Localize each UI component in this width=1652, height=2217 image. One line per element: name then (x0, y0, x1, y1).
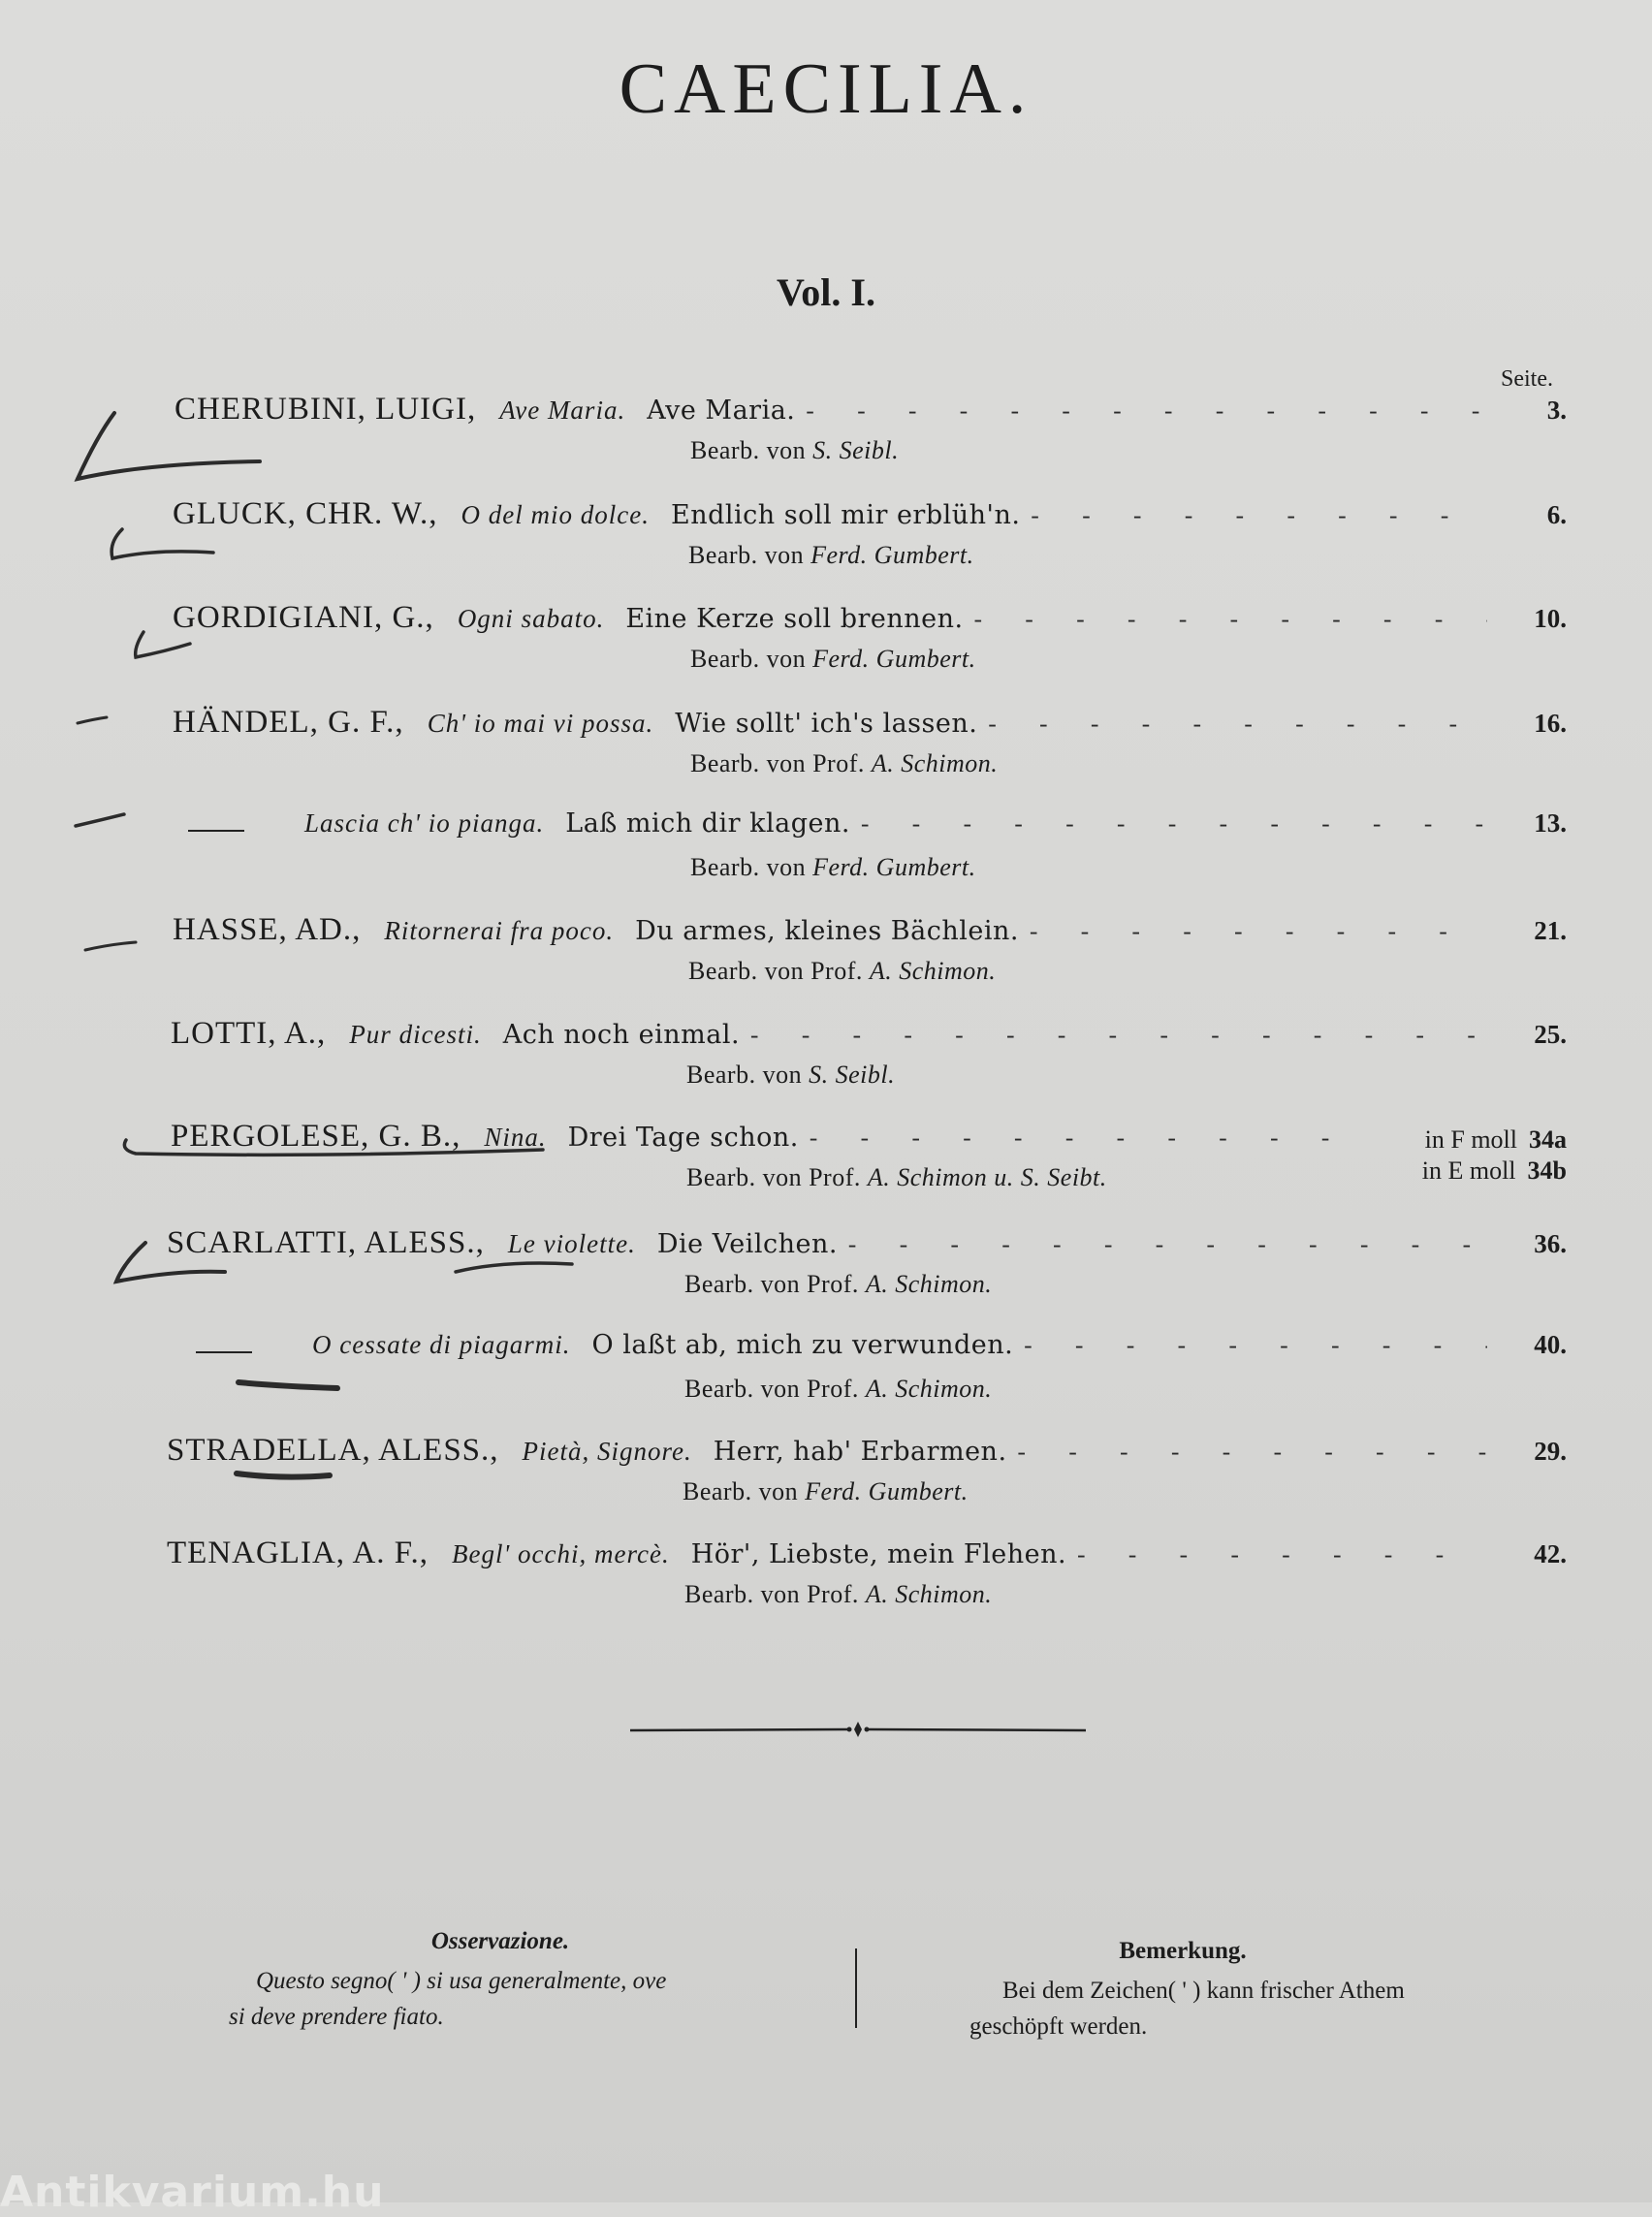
german-title: Eine Kerze soll brennen. (625, 604, 964, 634)
dot-leaders (1027, 921, 1487, 947)
arranged-by-label: Bearb. von Prof. (688, 957, 863, 985)
dot-leaders (858, 813, 1487, 839)
dot-leaders (845, 1234, 1487, 1260)
dot-leaders (807, 1127, 1361, 1154)
note-text: geschöpft werden. (969, 2013, 1148, 2040)
italian-title: Lascia ch' io pianga. (304, 808, 545, 838)
toc-entry (0, 496, 1652, 593)
volume-heading: Vol. I. (777, 270, 875, 314)
composer-name: PERGOLESE, G. B., (171, 1119, 461, 1154)
german-title: Herr, hab' Erbarmen. (713, 1437, 1007, 1467)
seite-column-label: Seite. (1501, 366, 1553, 392)
ditto-dash (196, 1351, 252, 1353)
composer-name: GLUCK, CHR. W., (173, 496, 438, 531)
italian-title: Ch' io mai vi possa. (427, 709, 654, 738)
key-label: in E moll (1421, 1156, 1516, 1185)
italian-title: Ave Maria. (499, 396, 626, 425)
page-number: 13. (1534, 808, 1567, 838)
toc-entry (0, 1119, 1652, 1216)
page-number: 29. (1534, 1437, 1567, 1466)
key-label: in F moll (1424, 1125, 1517, 1154)
italian-title: Nina. (484, 1123, 547, 1152)
arranger-name: Ferd. Gumbert. (805, 1477, 969, 1505)
dot-leaders (1074, 1544, 1487, 1570)
key-variants (1422, 1124, 1567, 1187)
german-title: Ave Maria. (647, 396, 796, 426)
toc-entry (0, 1225, 1652, 1322)
german-title: Drei Tage schon. (567, 1123, 799, 1153)
note-text: Questo segno( ' ) si usa generalmente, ove (256, 1968, 667, 1994)
german-title: Wie sollt' ich's lassen. (675, 709, 978, 739)
composer-name: CHERUBINI, LUIGI, (175, 392, 477, 427)
toc-entry (0, 600, 1652, 697)
toc-entry (0, 705, 1652, 802)
page-number: 3. (1546, 396, 1567, 425)
page-number: 16. (1534, 709, 1567, 738)
toc-entry (0, 1330, 1652, 1427)
arranger-name: A. Schimon. (869, 957, 997, 985)
italian-title: Ritornerai fra poco. (384, 916, 615, 945)
dot-leaders (971, 609, 1487, 635)
composer-name: LOTTI, A., (171, 1016, 327, 1051)
arranged-by-label: Bearb. von (688, 541, 805, 569)
arranged-by-label: Bearb. von (683, 1477, 799, 1505)
arranged-by-label: Bearb. von (690, 436, 807, 464)
page-number: 40. (1534, 1330, 1567, 1359)
arranger-name: Ferd. Gumbert. (812, 645, 976, 673)
note-heading: Osservazione. (430, 1928, 570, 1954)
italian-title: Begl' occhi, mercè. (452, 1539, 670, 1568)
page-number: 21. (1534, 916, 1567, 945)
german-title: Laß mich dir klagen. (565, 808, 850, 839)
arranger-name: A. Schimon. (865, 1375, 993, 1403)
italian-title: Pur dicesti. (349, 1020, 482, 1049)
toc-entry (0, 808, 1652, 905)
ditto-dash (188, 830, 244, 832)
page-number: 34b (1527, 1156, 1567, 1185)
composer-name: GORDIGIANI, G., (173, 600, 434, 635)
page-number: 34a (1529, 1125, 1567, 1154)
german-title: Die Veilchen. (656, 1229, 838, 1259)
toc-entry (0, 1433, 1652, 1530)
arranger-name: A. Schimon u. S. Seibt. (867, 1163, 1107, 1191)
dot-leaders (1015, 1441, 1487, 1468)
arranged-by-label: Bearb. von Prof. (686, 1163, 861, 1191)
arranger-name: A. Schimon. (871, 749, 999, 777)
arranged-by-label: Bearb. von Prof. (684, 1270, 859, 1298)
arranged-by-label: Bearb. von Prof. (684, 1580, 859, 1608)
german-title: O laßt ab, mich zu verwunden. (591, 1330, 1014, 1360)
composer-name: STRADELLA, ALESS., (167, 1433, 499, 1468)
arranged-by-label: Bearb. von (690, 645, 807, 673)
arranged-by-label: Bearb. von (686, 1061, 803, 1089)
composer-name: HÄNDEL, G. F., (173, 705, 404, 740)
german-note (969, 1933, 1512, 2044)
arranger-name: S. Seibl. (812, 436, 900, 464)
toc-entry (0, 1016, 1652, 1113)
page-number: 10. (1534, 604, 1567, 633)
page-number: 25. (1534, 1020, 1567, 1049)
toc-entry (0, 912, 1652, 1009)
german-title: Hör', Liebste, mein Flehen. (690, 1539, 1067, 1569)
toc-entry (0, 392, 1652, 489)
italian-note (229, 1923, 772, 2035)
composer-name: SCARLATTI, ALESS., (167, 1225, 485, 1260)
page-title: CAECILIA. (619, 49, 1033, 129)
arranged-by-label: Bearb. von Prof. (690, 749, 865, 777)
dot-leaders (747, 1025, 1487, 1051)
page-number: 6. (1546, 500, 1567, 529)
arranged-by-label: Bearb. von Prof. (684, 1375, 859, 1403)
note-text: Bei dem Zeichen( ' ) kann frischer Athem (1002, 1978, 1405, 2004)
dot-leaders (985, 713, 1487, 740)
arranger-name: Ferd. Gumbert. (812, 853, 976, 881)
dot-leaders (1028, 505, 1487, 531)
german-title: Endlich soll mir erblüh'n. (671, 500, 1021, 530)
italian-title: Ogni sabato. (457, 604, 605, 633)
watermark: Antikvarium.hu (0, 2168, 385, 2217)
dot-leaders (1021, 1335, 1487, 1361)
arranger-name: A. Schimon. (865, 1270, 993, 1298)
arranged-by-label: Bearb. von (690, 853, 807, 881)
german-title: Ach noch einmal. (502, 1020, 741, 1050)
german-title: Du armes, kleines Bächlein. (635, 916, 1019, 946)
note-heading: Bemerkung. (1119, 1938, 1247, 1964)
arranger-name: A. Schimon. (865, 1580, 993, 1608)
page-number: 36. (1534, 1229, 1567, 1258)
italian-title: O cessate di piagarmi. (312, 1330, 571, 1359)
composer-name: HASSE, AD., (173, 912, 362, 947)
italian-title: Le violette. (507, 1229, 636, 1258)
dot-leaders (803, 400, 1487, 427)
arranger-name: Ferd. Gumbert. (810, 541, 974, 569)
composer-name: TENAGLIA, A. F., (167, 1536, 429, 1570)
note-text: si deve prendere fiato. (229, 2004, 444, 2030)
page-number: 42. (1534, 1539, 1567, 1568)
toc-entry (0, 1536, 1652, 1632)
italian-title: Pietà, Signore. (522, 1437, 692, 1466)
ornament-divider (630, 1716, 1086, 1745)
italian-title: O del mio dolce. (461, 500, 650, 529)
arranger-name: S. Seibl. (809, 1061, 896, 1089)
